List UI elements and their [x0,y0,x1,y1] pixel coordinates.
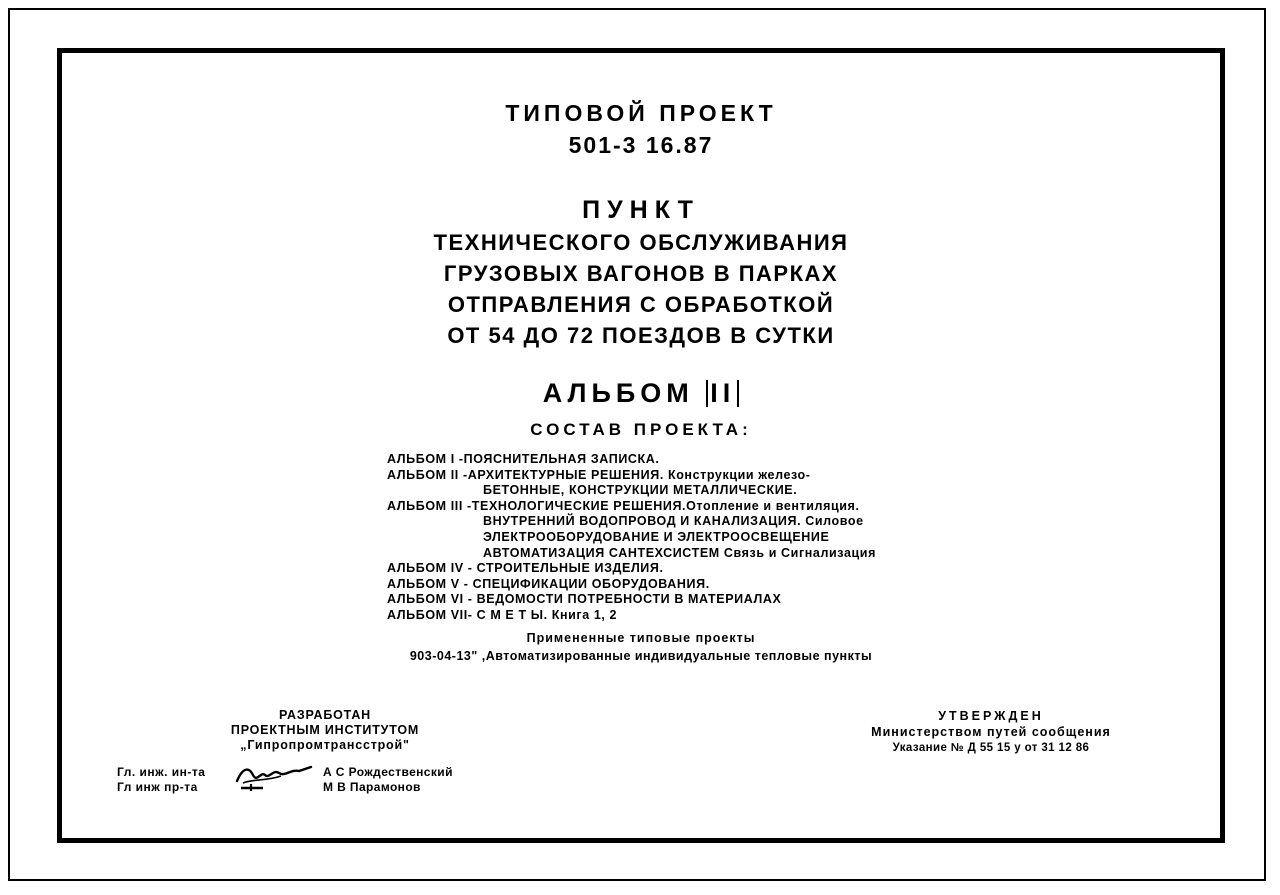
signature-icon [233,761,323,791]
subtitle-line-4: ОТ 54 ДО 72 ПОЕЗДОВ В СУТКИ [447,323,835,348]
list-item: АЛЬБОМ IV - СТРОИТЕЛЬНЫЕ ИЗДЕЛИЯ. [387,561,664,576]
list-item: АВТОМАТИЗАЦИЯ САНТЕХСИСТЕМ Связь и Сигнализация [483,545,876,560]
chief-engineer-project-name: М В Парамонов [323,780,421,794]
list-item: БЕТОННЫЕ, КОНСТРУКЦИИ МЕТАЛЛИЧЕСКИЕ. [483,483,798,498]
applied-projects-item: 903-04-13" ,Автоматизированные индивидуальные тепловые пункты [409,649,873,663]
approved-label: УТВЕРЖДЕН [938,709,1044,723]
chief-engineer-project-role: Гл инж пр-та [117,780,198,794]
list-item: АЛЬБОМ VI - ВЕДОМОСТИ ПОТРЕБНОСТИ В МАТЕРИАЛАХ [387,592,782,607]
album-number: II [706,380,739,407]
album-label: АЛЬБОМ [542,378,694,408]
signature-area [105,765,545,801]
list-item: ВНУТРЕННИЙ ВОДОПРОВОД И КАНАЛИЗАЦИЯ. Силовое [483,514,864,529]
chief-engineer-institute-role: Гл. инж. ин-та [117,765,206,779]
applied-projects-heading: Примененные типовые проекты [526,631,756,645]
album-heading [57,378,1225,409]
approval-order-reference: Указание № Д 55 15 у от 31 12 86 [892,742,1090,754]
subtitle-line-3: ОТПРАВЛЕНИЯ С ОБРАБОТКОЙ [447,292,835,317]
subtitle-line-2: ГРУЗОВЫХ ВАГОНОВ В ПАРКАХ [443,261,839,286]
title-sheet-content [57,48,1225,843]
project-code: 501-3 16.87 [568,132,714,158]
contents-heading: СОСТАВ ПРОЕКТА: [530,420,752,439]
developed-by-block [105,708,545,801]
approving-authority: Министерством путей сообщения [871,725,1111,739]
chief-engineer-institute-name: А С Рождественский [323,765,453,779]
list-item: АЛЬБОМ II -АРХИТЕКТУРНЫЕ РЕШЕНИЯ. Конструкции железо- [387,467,811,482]
document-type-label: ТИПОВОЙ ПРОЕКТ [505,100,777,126]
list-item: АЛЬБОМ VII- С М Е Т Ы. Книга 1, 2 [387,607,618,622]
developed-institute-name: „Гипропромтрансстрой" [240,738,410,752]
developed-institute-label: ПРОЕКТНЫМ ИНСТИТУТОМ [230,723,420,737]
list-item: АЛЬБОМ I -ПОЯСНИТЕЛЬНАЯ ЗАПИСКА. [387,452,660,466]
subtitle-line-1: ТЕХНИЧЕСКОГО ОБСЛУЖИВАНИЯ [433,230,849,255]
main-heading: ПУНКТ [582,196,700,224]
developed-label: РАЗРАБОТАН [279,708,371,722]
approved-by-block [781,708,1201,756]
album-list [387,452,1087,624]
list-item: ЭЛЕКТРООБОРУДОВАНИЕ И ЭЛЕКТРООСВЕЩЕНИЕ [483,529,830,544]
list-item: АЛЬБОМ V - СПЕЦИФИКАЦИИ ОБОРУДОВАНИЯ. [387,576,710,591]
list-item: АЛЬБОМ III -ТЕХНОЛОГИЧЕСКИЕ РЕШЕНИЯ.Отопление и вентиляция. [387,498,860,513]
